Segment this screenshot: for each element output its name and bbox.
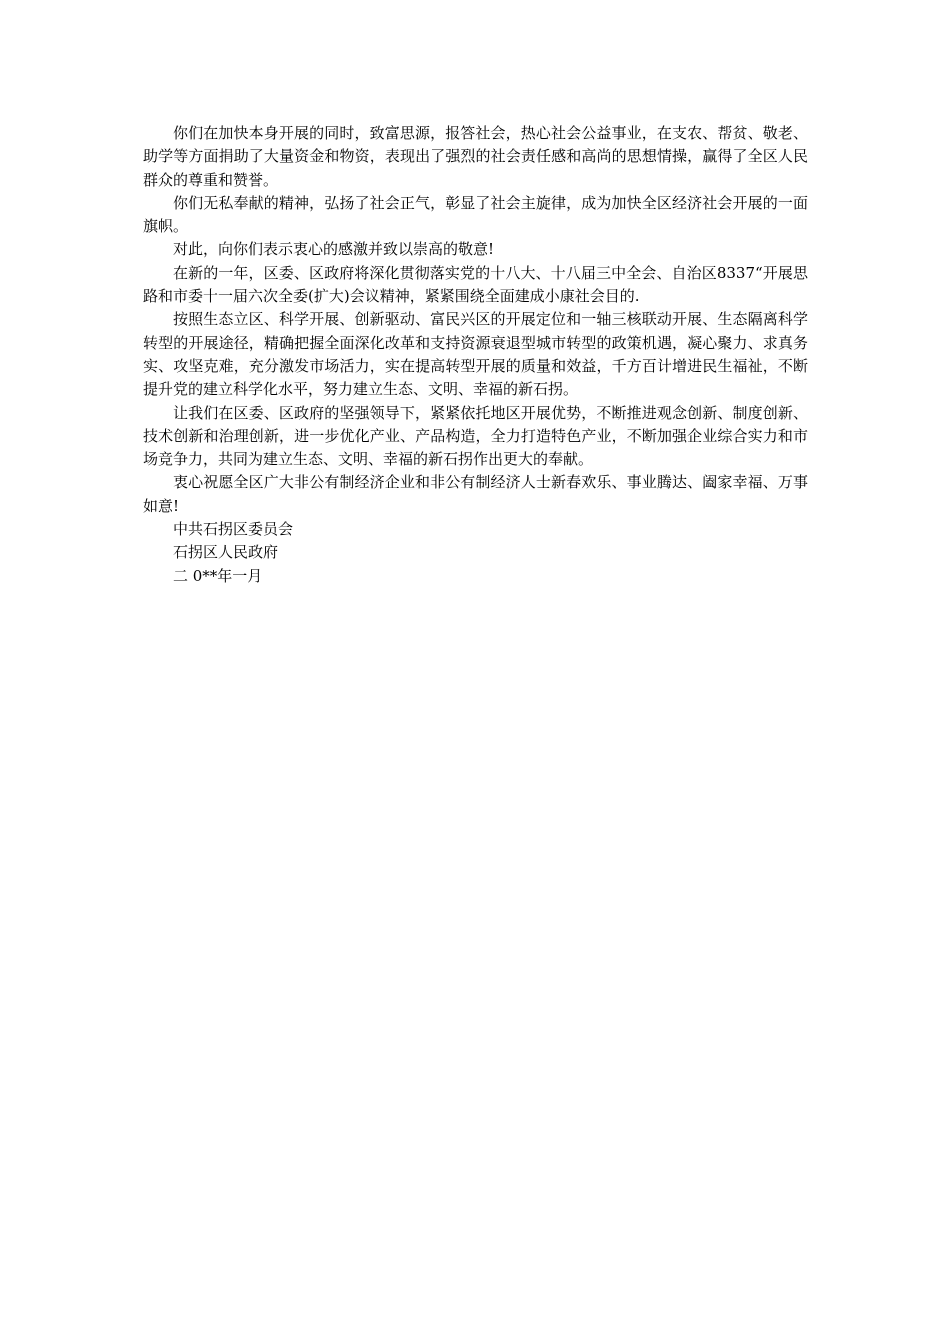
paragraph-gratitude: 对此，向你们表示衷心的感激并致以崇高的敬意! xyxy=(173,240,495,259)
paragraph-development-plan: 按照生态立区、科学开展、创新驱动、富民兴区的开展定位和一轴三核联动开展、生态隔离科学转型的开展途径，精确把握全面深化改革和支持资源衰退型城市转型的政策机遇，凝心聚力、求真务实、攻坚克难，充分激发市场活力，实在提高转型开展的质量和效益，千方百计增进民生福祉，不断提升党的建立科学化水平，努力建立生态、文明、幸福的新石拐。 xyxy=(143,310,808,399)
signature-date: 二 0**年一月 xyxy=(173,566,263,585)
paragraph-call-to-action: 让我们在区委、区政府的坚强领导下，紧紧依托地区开展优势，不断推进观念创新、制度创新、技术创新和治理创新，进一步优化产业、产品构造，全力打造特色产业，不断加强企业综合实力和市场竞争力，共同为建立生态、文明、幸福的新石拐作出更大的奉献。 xyxy=(143,403,808,469)
paragraph-donations: 你们在加快本身开展的同时，致富思源，报答社会，热心社会公益事业，在支农、帮贫、敬老、助学等方面捐助了大量资金和物资，表现出了强烈的社会责任感和高尚的思想情操，赢得了全区人民群众的尊重和赞誉。 xyxy=(143,124,808,189)
signature-government: 石拐区人民政府 xyxy=(173,543,279,562)
document-body xyxy=(143,122,808,588)
signature-party-committee: 中共石拐区委员会 xyxy=(173,520,294,539)
paragraph-new-year: 在新的一年，区委、区政府将深化贯彻落实党的十八大、十八届三中全会、自治区8337“开展思路和市委十一届六次全委(扩大)会议精神，紧紧围绕全面建成小康社会目的. xyxy=(143,263,808,306)
paragraph-wishes: 衷心祝愿全区广大非公有制经济企业和非公有制经济人士新春欢乐、事业腾达、阖家幸福、万事如意! xyxy=(143,473,808,515)
paragraph-dedication: 你们无私奉献的精神，弘扬了社会正气，彰显了社会主旋律，成为加快全区经济社会开展的一面旗帜。 xyxy=(143,193,808,236)
